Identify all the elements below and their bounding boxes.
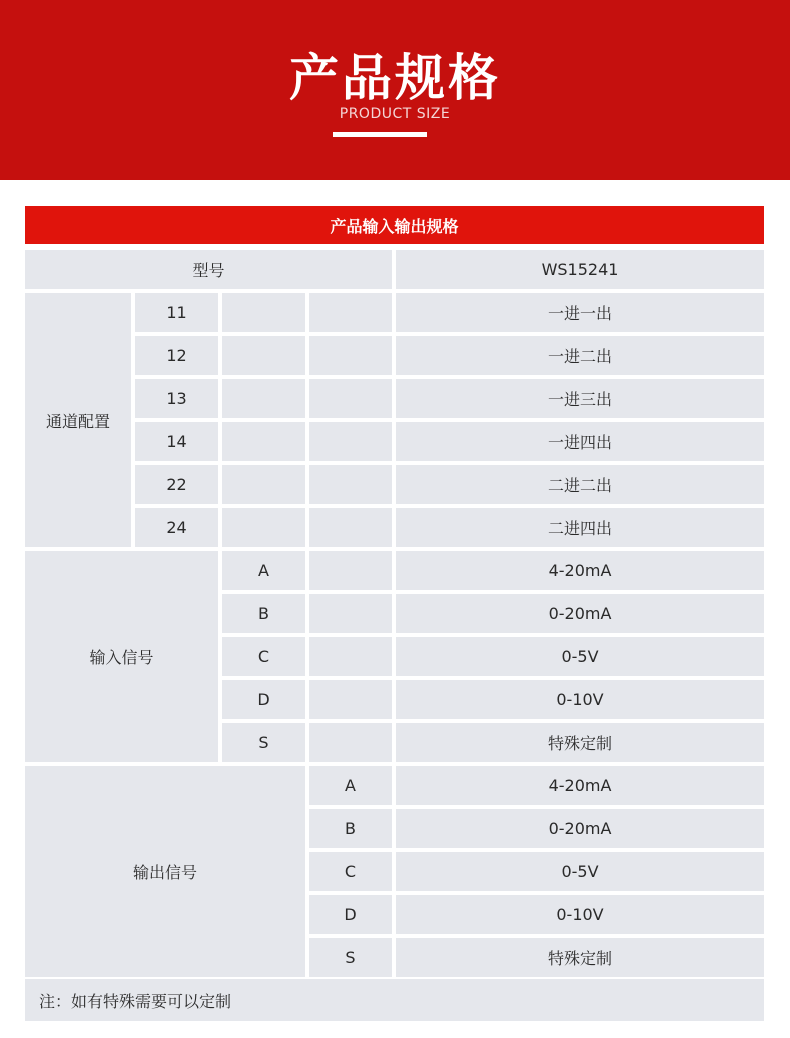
output-code-cell: S [309,938,392,977]
channel-value-cell: 二进二出 [396,465,764,504]
input-value-cell: 0-5V [396,637,764,676]
page-subtitle: PRODUCT SIZE [339,106,451,122]
page-title: 产品规格 [289,49,501,107]
input-group-label: 输入信号 [25,551,218,762]
empty-cell [309,637,392,676]
output-code-cell: D [309,895,392,934]
output-value-cell: 0-10V [396,895,764,934]
input-code-cell: S [222,723,305,762]
model-value-cell: WS15241 [396,250,764,289]
empty-cell [309,379,392,418]
channel-code-cell: 12 [135,336,218,375]
empty-cell [222,508,305,547]
empty-cell [222,422,305,461]
output-value-cell: 4-20mA [396,766,764,805]
empty-cell [222,465,305,504]
empty-cell [222,293,305,332]
empty-cell [222,336,305,375]
footnote: 注：如有特殊需要可以定制 [25,979,764,1021]
empty-cell [309,594,392,633]
input-code-cell: B [222,594,305,633]
empty-cell [309,723,392,762]
input-value-cell: 0-10V [396,680,764,719]
output-code-cell: B [309,809,392,848]
input-code-cell: A [222,551,305,590]
channel-code-cell: 24 [135,508,218,547]
empty-cell [309,293,392,332]
channel-code-cell: 14 [135,422,218,461]
channel-value-cell: 二进四出 [396,508,764,547]
input-code-cell: D [222,680,305,719]
output-group-label: 输出信号 [25,766,305,977]
empty-cell [309,336,392,375]
empty-cell [222,379,305,418]
input-value-cell: 0-20mA [396,594,764,633]
input-value-cell: 特殊定制 [396,723,764,762]
channel-value-cell: 一进三出 [396,379,764,418]
output-value-cell: 0-20mA [396,809,764,848]
empty-cell [309,508,392,547]
input-value-cell: 4-20mA [396,551,764,590]
model-label-cell: 型号 [25,250,392,289]
output-value-cell: 0-5V [396,852,764,891]
channel-code-cell: 13 [135,379,218,418]
header-banner [0,0,790,180]
channel-value-cell: 一进一出 [396,293,764,332]
channel-group-label: 通道配置 [25,293,131,547]
output-value-cell: 特殊定制 [396,938,764,977]
channel-value-cell: 一进四出 [396,422,764,461]
channel-value-cell: 一进二出 [396,336,764,375]
empty-cell [309,680,392,719]
title-underline [333,132,427,137]
output-code-cell: C [309,852,392,891]
empty-cell [309,551,392,590]
empty-cell [309,465,392,504]
output-code-cell: A [309,766,392,805]
empty-cell [309,422,392,461]
channel-code-cell: 11 [135,293,218,332]
table-heading: 产品输入输出规格 [25,206,764,244]
input-code-cell: C [222,637,305,676]
channel-code-cell: 22 [135,465,218,504]
